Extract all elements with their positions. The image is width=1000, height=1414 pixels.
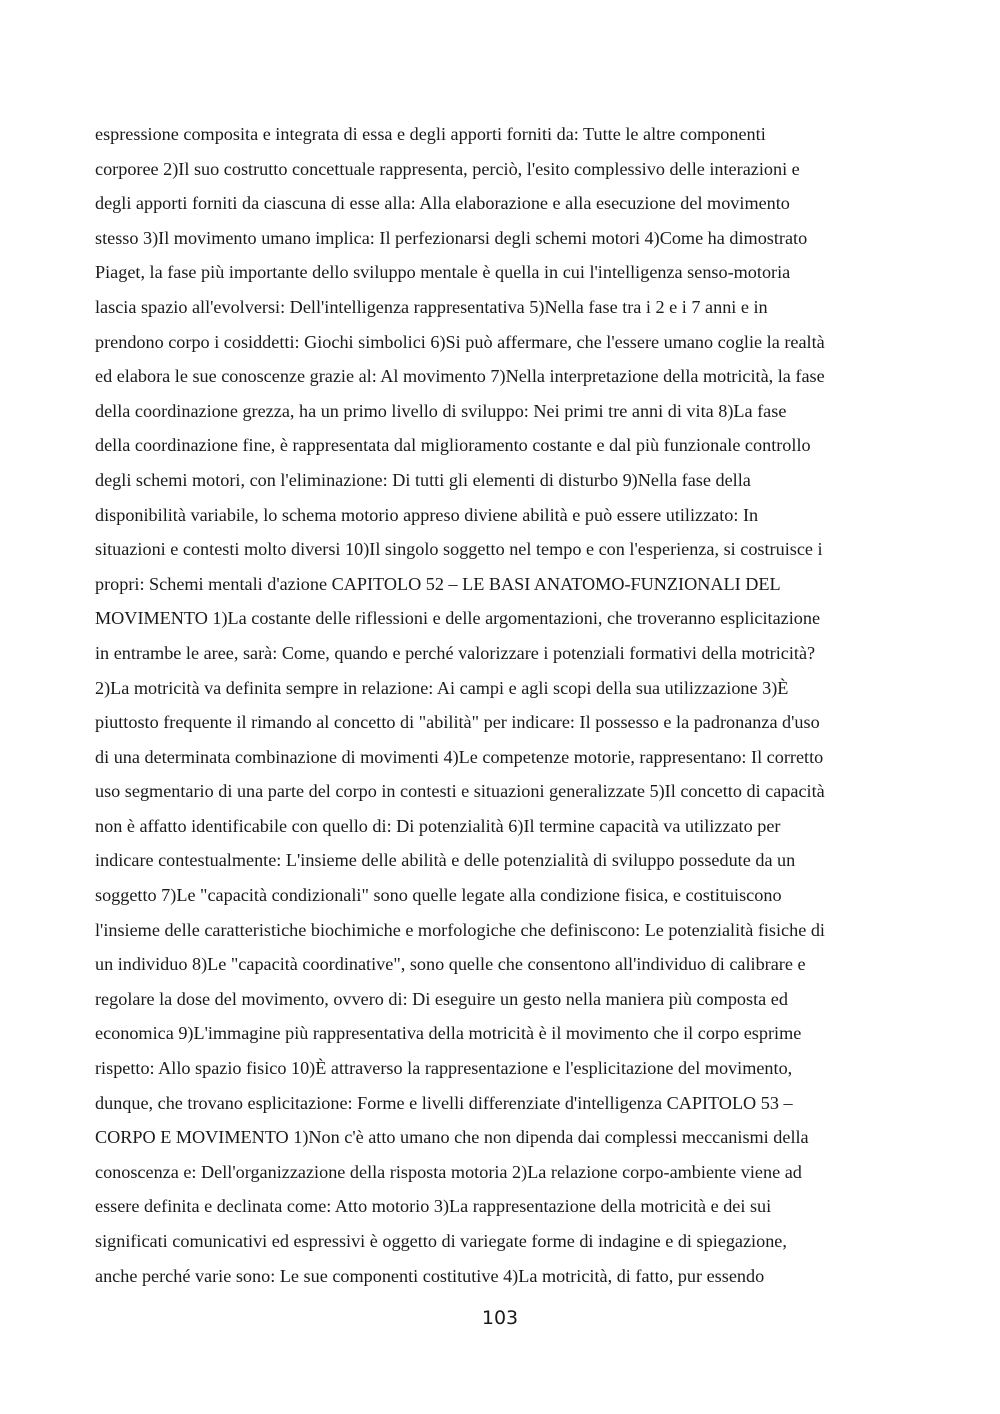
- text-line: MOVIMENTO 1)La costante delle riflessioni e delle argomentazioni, che troveranno esplicitazione: [95, 608, 821, 629]
- text-line: situazioni e contesti molto diversi 10)Il singolo soggetto nel tempo e con l'esperienza, si costruisce i: [95, 539, 823, 560]
- text-line: ed elabora le sue conoscenze grazie al: Al movimento 7)Nella interpretazione della motricità, la fase: [95, 366, 825, 387]
- text-line: indicare contestualmente: L'insieme delle abilità e delle potenzialità di sviluppo possedute da un: [95, 850, 796, 871]
- text-line: di una determinata combinazione di movimenti 4)Le competenze motorie, rappresentano: Il corretto: [95, 746, 824, 767]
- text-line: 2)La motricità va definita sempre in relazione: Ai campi e agli scopi della sua utilizzazione 3)È: [95, 677, 789, 698]
- text-line: disponibilità variabile, lo schema motorio appreso diviene abilità e può essere utilizzato: In: [95, 504, 759, 525]
- text-line: soggetto 7)Le "capacità condizionali" sono quelle legate alla condizione fisica, e costituiscono: [95, 885, 782, 906]
- body-text: [95, 117, 907, 1293]
- text-line: piuttosto frequente il rimando al concetto di "abilità" per indicare: Il possesso e la padronanza d'uso: [95, 712, 820, 733]
- text-line: conoscenza e: Dell'organizzazione della risposta motoria 2)La relazione corpo-ambiente viene ad: [95, 1161, 802, 1182]
- text-line: in entrambe le aree, sarà: Come, quando e perché valorizzare i potenziali formativi della motricità?: [95, 642, 816, 663]
- text-line: non è affatto identificabile con quello di: Di potenzialità 6)Il termine capacità va utilizzato per: [95, 815, 781, 836]
- text-line: degli schemi motori, con l'eliminazione: Di tutti gli elementi di disturbo 9)Nella fase della: [95, 469, 751, 490]
- text-line: anche perché varie sono: Le sue componenti costitutive 4)La motricità, di fatto, pur essendo: [95, 1265, 765, 1286]
- text-line: rispetto: Allo spazio fisico 10)È attraverso la rappresentazione e l'esplicitazione del movimento,: [95, 1058, 793, 1079]
- text-line: corporee 2)Il suo costrutto concettuale rappresenta, perciò, l'esito complessivo delle interazioni e: [95, 158, 800, 179]
- text-line: economica 9)L'immagine più rappresentativa della motricità è il movimento che il corpo esprime: [95, 1023, 802, 1044]
- page-number: 103: [481, 1307, 519, 1329]
- text-line: Piaget, la fase più importante dello sviluppo mentale è quella in cui l'intelligenza senso-motoria: [95, 262, 791, 283]
- text-line: dunque, che trovano esplicitazione: Forme e livelli differenziate d'intelligenza CAPITOLO 53 –: [95, 1092, 793, 1113]
- text-line: espressione composita e integrata di essa e degli apporti forniti da: Tutte le altre componenti: [95, 124, 766, 144]
- text-line: propri: Schemi mentali d'azione CAPITOLO 52 – LE BASI ANATOMO-FUNZIONALI DEL: [95, 573, 781, 594]
- text-line: lascia spazio all'evolversi: Dell'intelligenza rappresentativa 5)Nella fase tra i 2 e i 7 anni e in: [95, 296, 768, 317]
- text-line: degli apporti forniti da ciascuna di esse alla: Alla elaborazione e alla esecuzione del movimento: [95, 193, 790, 214]
- text-line: l'insieme delle caratteristiche biochimiche e morfologiche che definiscono: Le potenzialità fisiche di: [95, 919, 825, 940]
- text-line: uso segmentario di una parte del corpo in contesti e situazioni generalizzate 5)Il concetto di capacità: [95, 781, 825, 802]
- text-line: prendono corpo i cosiddetti: Giochi simbolici 6)Si può affermare, che l'essere umano coglie la realtà: [95, 331, 825, 352]
- text-line: della coordinazione grezza, ha un primo livello di sviluppo: Nei primi tre anni di vita 8)La fase: [95, 400, 787, 421]
- text-line: essere definita e declinata come: Atto motorio 3)La rappresentazione della motricità e dei sui: [95, 1196, 772, 1217]
- text-line: significati comunicativi ed espressivi è oggetto di variegate forme di indagine e di spiegazione,: [95, 1231, 787, 1251]
- text-line: della coordinazione fine, è rappresentata dal miglioramento costante e dal più funzionale controllo: [95, 435, 811, 456]
- text-line: un individuo 8)Le "capacità coordinative", sono quelle che consentono all'individuo di calibrare e: [95, 954, 806, 975]
- text-line: regolare la dose del movimento, ovvero di: Di eseguire un gesto nella maniera più composta ed: [95, 988, 788, 1009]
- text-line: stesso 3)Il movimento umano implica: Il perfezionarsi degli schemi motori 4)Come ha dimostrato: [95, 227, 808, 248]
- text-line: CORPO E MOVIMENTO 1)Non c'è atto umano che non dipenda dai complessi meccanismi della: [95, 1127, 809, 1148]
